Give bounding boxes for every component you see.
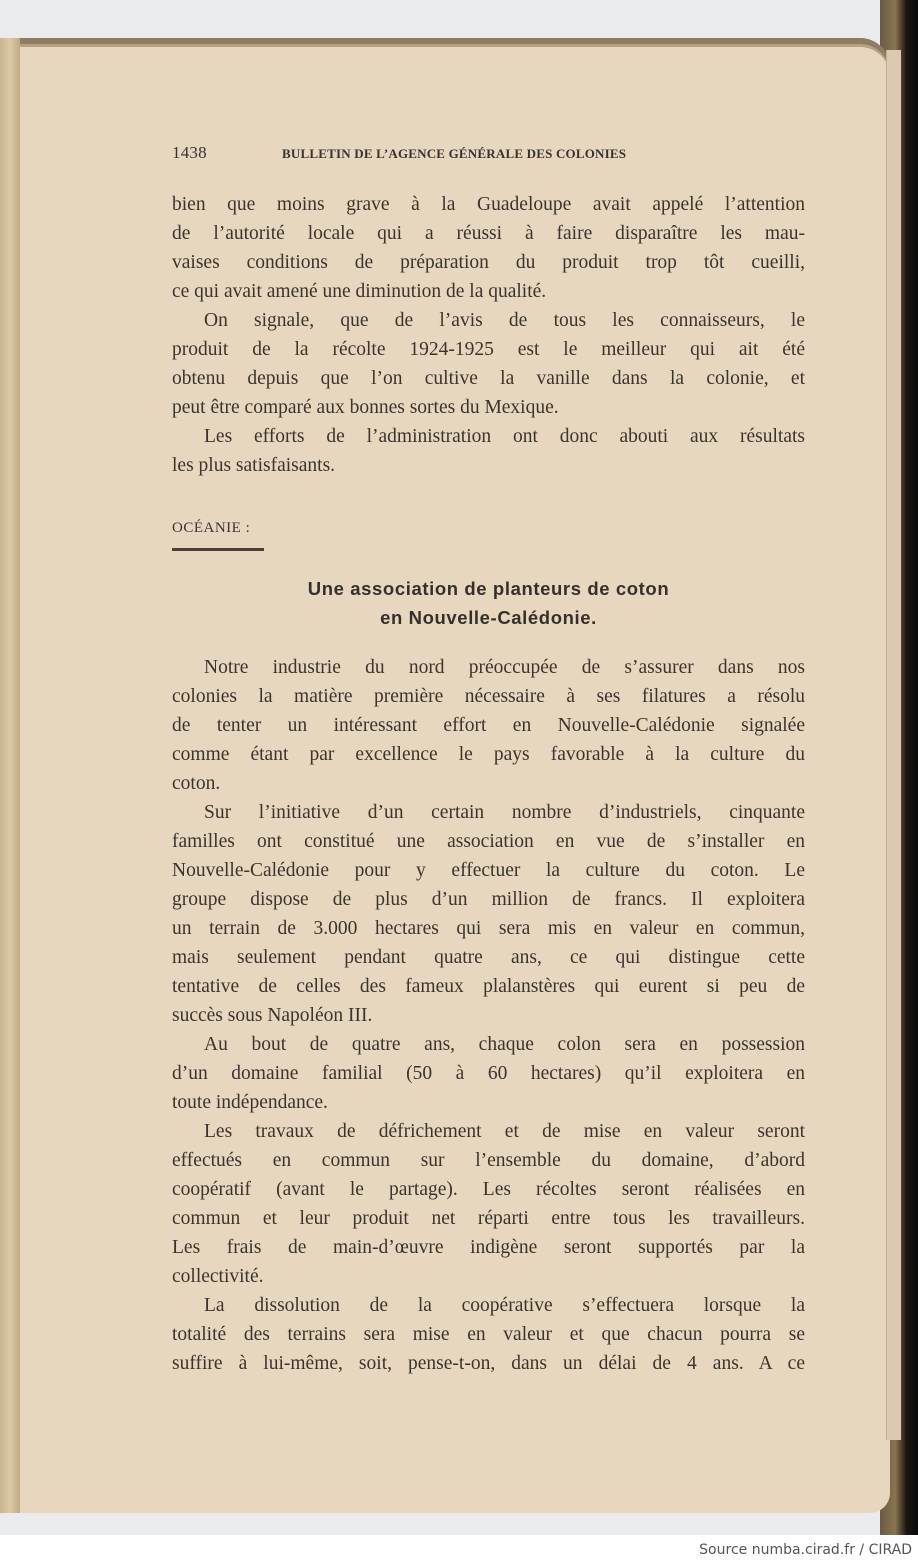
text-line: Les efforts de l’administration ont donc abouti aux résultats (204, 426, 805, 447)
text-line: Nouvelle-Calédonie pour y effectuer la culture du coton. Le (172, 860, 805, 881)
page-fold (886, 50, 901, 1440)
text-line: d’un domaine familial (50 à 60 hectares) qu’il exploitera en (172, 1063, 805, 1084)
text-line: peut être comparé aux bonnes sortes du Mexique. (172, 397, 559, 418)
section-underline (172, 548, 264, 551)
body-text-top (172, 190, 805, 480)
text-line: tentative de celles des fameux plalanstères qui eurent si peu de (172, 976, 805, 997)
paragraph (172, 190, 805, 306)
text-line: Les travaux de défrichement et de mise en valeur seront (204, 1121, 805, 1142)
text-line: effectués en commun sur l’ensemble du domaine, d’abord (172, 1150, 805, 1171)
text-line: collectivité. (172, 1266, 264, 1287)
text-line: coopératif (avant le partage). Les récoltes seront réalisées en (172, 1179, 805, 1200)
text-line: totalité des terrains sera mise en valeur et que chacun pourra se (172, 1324, 805, 1345)
text-line: groupe dispose de plus d’un million de francs. Il exploitera (172, 889, 805, 910)
paragraph (172, 306, 805, 422)
text-line: coton. (172, 773, 221, 794)
section-label: OCÉANIE : (172, 520, 251, 536)
page-number: 1438 (172, 143, 207, 162)
text-line: obtenu depuis que l’on cultive la vanille dans la colonie, et (172, 368, 805, 389)
text-line: de l’autorité locale qui a réussi à faire disparaître les mau- (172, 223, 805, 244)
article-body (172, 653, 805, 1378)
text-line: colonies la matière première nécessaire à ses filatures a résolu (172, 686, 805, 707)
text-line: produit de la récolte 1924-1925 est le meilleur qui ait été (172, 339, 805, 360)
text-line: de tenter un intéressant effort en Nouvelle-Calédonie signalée (172, 715, 805, 736)
text-line: succès sous Napoléon III. (172, 1005, 373, 1026)
paragraph (172, 798, 805, 1030)
text-line: mais seulement pendant quatre ans, ce qui distingue cette (172, 947, 805, 968)
text-line: commun et leur produit net réparti entre tous les travailleurs. (172, 1208, 805, 1229)
text-line: les plus satisfaisants. (172, 455, 336, 476)
text-line: On signale, que de l’avis de tous les connaisseurs, le (204, 310, 805, 331)
paragraph (172, 422, 805, 480)
text-line: Sur l’initiative d’un certain nombre d’industriels, cinquante (204, 802, 805, 823)
text-line: vaises conditions de préparation du produit trop tôt cueilli, (172, 252, 805, 273)
text-line: suffire à lui-même, soit, pense-t-on, dans un délai de 4 ans. A ce (172, 1353, 805, 1374)
text-line: comme étant par excellence le pays favorable à la culture du (172, 744, 805, 765)
source-credit: Source numba.cirad.fr / CIRAD (699, 1542, 912, 1558)
article-title-line-2: en Nouvelle-Calédonie. (380, 607, 597, 628)
text-line: Notre industrie du nord préoccupée de s’assurer dans nos (204, 657, 805, 678)
text-line: Les frais de main-d’œuvre indigène seront supportés par la (172, 1237, 805, 1258)
text-line: La dissolution de la coopérative s’effectuera lorsque la (204, 1295, 805, 1316)
paragraph (172, 1291, 805, 1378)
running-title: BULLETIN DE L’AGENCE GÉNÉRALE DES COLONIES (282, 146, 627, 161)
text-line: familles ont constitué une association en vue de s’installer en (172, 831, 805, 852)
text-line: un terrain de 3.000 hectares qui sera mis en valeur en commun, (172, 918, 805, 939)
article-title-line-1: Une association de planteurs de coton (307, 578, 670, 599)
text-line: Au bout de quatre ans, chaque colon sera en possession (204, 1034, 805, 1055)
paragraph (172, 1030, 805, 1117)
page-stack-edge (0, 38, 20, 1513)
paragraph (172, 653, 805, 798)
paragraph (172, 1117, 805, 1291)
text-line: ce qui avait amené une diminution de la qualité. (172, 281, 547, 302)
text-line: toute indépendance. (172, 1092, 328, 1113)
text-line: bien que moins grave à la Guadeloupe avait appelé l’attention (172, 194, 805, 215)
